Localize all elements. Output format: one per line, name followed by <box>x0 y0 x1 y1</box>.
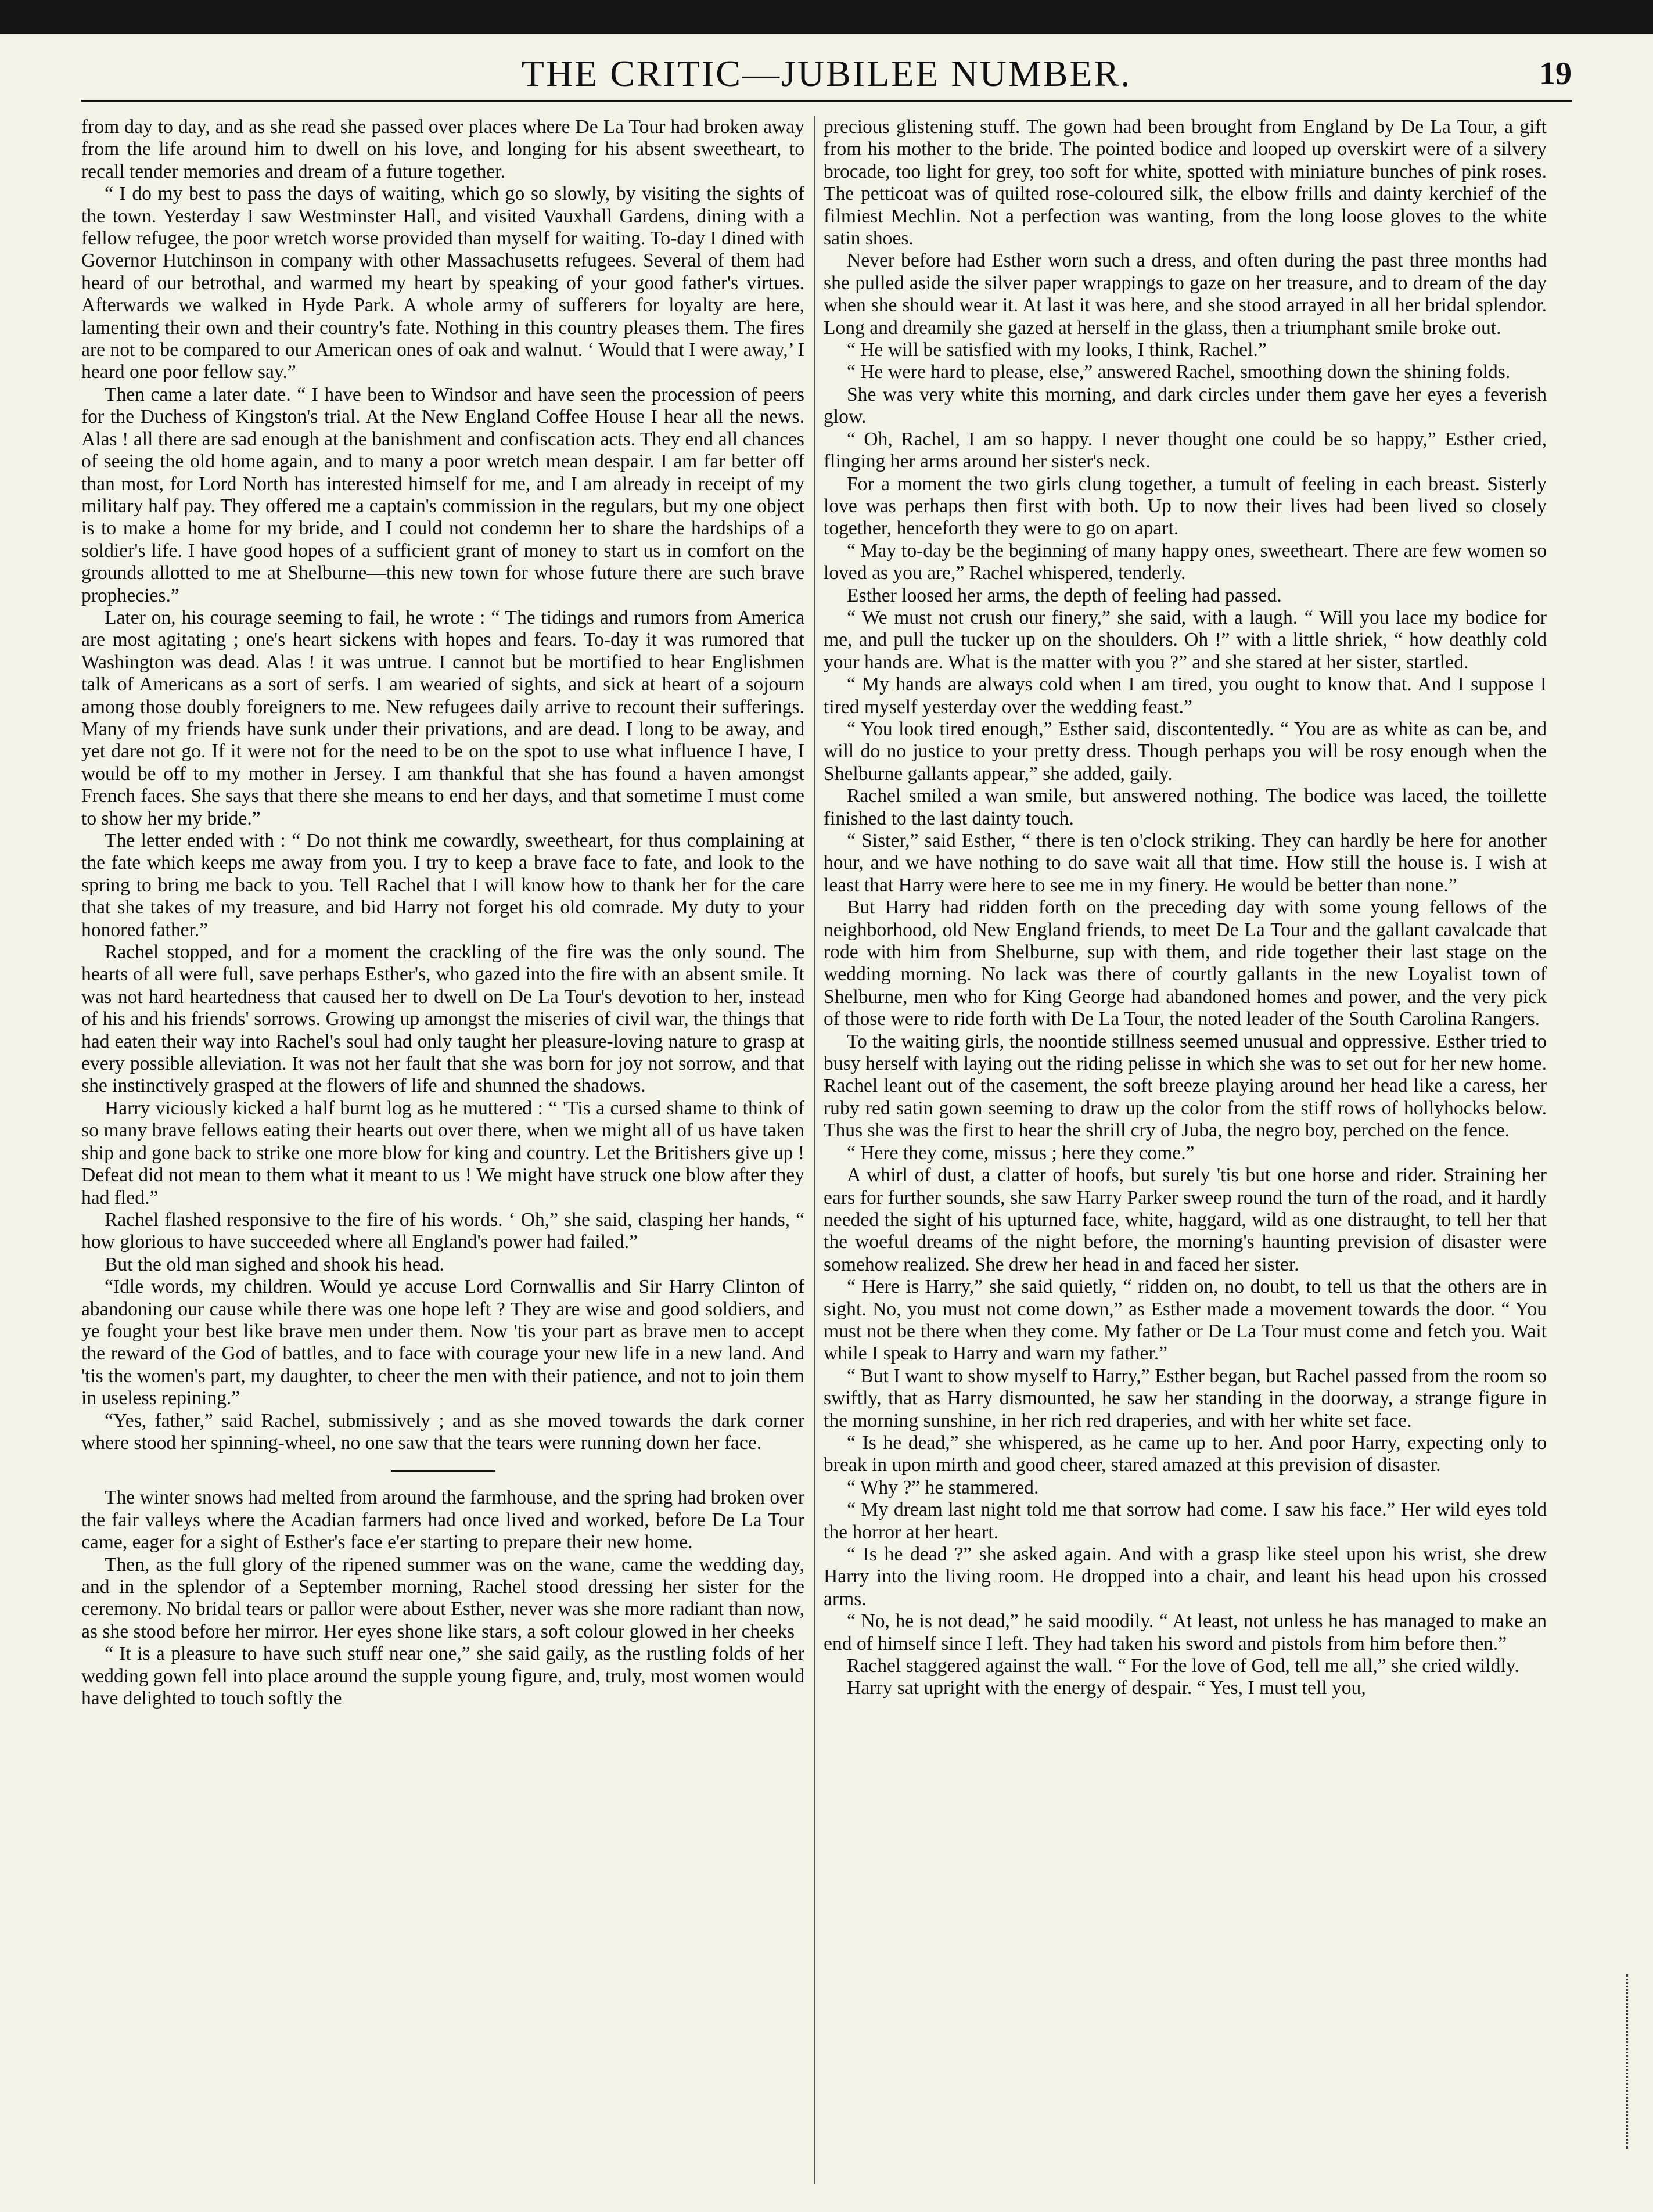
running-title: THE CRITIC—JUBILEE NUMBER. <box>521 53 1132 94</box>
paragraph: But Harry had ridden forth on the preceding day with some young fellows of the neighborhood, old New England friends, to meet De La Tour and the gallant cavalcade that rode with him from Shelburne, sup with them, and ride together their last stage on the wedding morning. No lack was there of courtly gallants in the new Loyalist town of Shelburne, men who for King George had abandoned homes and power, and the very pick of those were to ride forth with De La Tour, the noted leader of the South Carolina Rangers. <box>824 897 1547 1030</box>
right-column <box>824 116 1547 2184</box>
paragraph: “ Here they come, missus ; here they come.” <box>847 1142 1195 1164</box>
paragraph: “ May to-day be the beginning of many happy ones, sweetheart. There are few women so loved as you are,” Rachel whispered, tenderly. <box>824 539 1547 584</box>
paragraph: Esther loosed her arms, the depth of feeling had passed. <box>847 584 1282 606</box>
paragraph: “ It is a pleasure to have such stuff near one,” she said gaily, as the rustling folds of her wedding gown fell into place around the supple young figure, and, truly, most women would have delighted to touch softly the <box>81 1643 804 1710</box>
paragraph: “ Is he dead ?” she asked again. And with a grasp like steel upon his wrist, she drew Harry into the living room. He dropped into a chair, and leant his head upon his crossed arms. <box>824 1544 1547 1610</box>
edge-print-marks <box>1626 1974 1645 2149</box>
left-column <box>81 116 804 2184</box>
paragraph: “Idle words, my children. Would ye accuse Lord Cornwallis and Sir Harry Clinton of abandoning our cause while there was one hope left ? They are wise and good soldiers, and ye fought your best like brave men under them. Now 'tis your part as brave men to accept the reward of the God of battles, and to face with courage your new life in a new land. And 'tis the women's part, my daughter, to cheer the men with their patience, and not to join them in useless repining.” <box>81 1276 804 1409</box>
paragraph: “ My dream last night told me that sorrow had come. I saw his face.” Her wild eyes told the horror at her heart. <box>824 1499 1547 1543</box>
paragraph: “ No, he is not dead,” he said moodily. “ At least, not unless he has managed to make an end of himself since I left. They had taken his sword and pistols from him before then.” <box>824 1610 1547 1654</box>
paragraph: “ My hands are always cold when I am tired, you ought to know that. And I suppose I tired myself yesterday over the wedding feast.” <box>824 674 1547 718</box>
paragraph: “ We must not crush our finery,” she said, with a laugh. “ Will you lace my bodice for me, and pull the tucker up on the shoulders. Oh !” with a little shriek, “ how deathly cold your hands are. What is the matter with you ?” and she stared at her sister, startled. <box>824 606 1547 673</box>
paragraph: “ Why ?” he stammered. <box>847 1476 1039 1498</box>
paragraph: Then came a later date. “ I have been to Windsor and have seen the procession of peers for the Duchess of Kingston's trial. At the New England Coffee House I hear all the news. Alas ! all there are sad enough at the banishment and confiscation acts. They end all chances of seeing the old home again, and to many a poor wretch mean despair. I am far better off than most, for Lord North has interested himself for me, and I am already in receipt of my military half pay. They offered me a captain's commission in the regulars, but my one object is to make a home for my bride, and I could not condemn her to share the hardships of a soldier's life. I have good hopes of a sufficient grant of money to start us in comfort on the grounds allotted to me at Shelburne—this new town for whose future there are such brave prophecies.” <box>81 383 804 606</box>
paragraph: Harry viciously kicked a half burnt log as he muttered : “ 'Tis a cursed shame to think of so many brave fellows eating their hearts out over there, when we might all of us have taken ship and gone back to strike one more blow for king and country. Let the Britishers give up ! Defeat did not mean to them what it meant to us ! We might have struck one blow after they had fled.” <box>81 1097 804 1208</box>
paragraph: She was very white this morning, and dark circles under them gave her eyes a feverish glow. <box>824 383 1547 428</box>
paragraph: “ I do my best to pass the days of waiting, which go so slowly, by visiting the sights of the town. Yesterday I saw Westminster Hall, and visited Vauxhall Gardens, dining with a fellow refugee, the poor wretch worse provided than myself for waiting. To-day I dined with Governor Hutchinson in company with other Massachusetts refugees. Several of them had heard of our betrothal, and warmed my heart by speaking of your good father's virtues. Afterwards we walked in Hyde Park. A whole army of sufferers for loyalty are here, lamenting their own and their country's fate. Nothing in this country pleases them. The fires are not to be compared to our American ones of oak and walnut. ‘ Would that I were away,’ I heard one poor fellow say.” <box>81 183 804 383</box>
paragraph: “ Sister,” said Esther, “ there is ten o'clock striking. They can hardly be here for another hour, and we have nothing to do save wait all that time. How still the house is. I wish at least that Harry were here to see me in my finery. He would be better than none.” <box>824 830 1547 896</box>
paragraph: Rachel flashed responsive to the fire of his words. ‘ Oh,” she said, clasping her hands, “ how glorious to have succeeded where all England's power had failed.” <box>81 1208 804 1253</box>
paragraph: But the old man sighed and shook his head. <box>105 1253 444 1275</box>
paragraph: “ He will be satisfied with my looks, I think, Rachel.” <box>847 339 1267 361</box>
paragraph: Harry sat upright with the energy of despair. “ Yes, I must tell you, <box>847 1677 1366 1699</box>
paragraph: The letter ended with : “ Do not think me cowardly, sweetheart, for thus complaining at the fate which keeps me away from you. I try to keep a brave face to fate, and look to the spring to bring me back to you. Tell Rachel that I will know how to thank her for the care that she takes of my treasure, and bid Harry not forget his old comrade. My duty to your honored father.” <box>81 830 804 941</box>
section-break-rule <box>391 1470 495 1472</box>
paragraph: A whirl of dust, a clatter of hoofs, but surely 'tis but one horse and rider. Straining her ears for further sounds, she saw Harry Parker sweep round the turn of the road, and it hardly needed the sight of his upturned face, white, haggard, wild as one distraught, to tell her that the woeful dreams of the night before, the morning's haunting prevision of disaster were somehow realized. She drew her head in and faced her sister. <box>824 1164 1547 1275</box>
top-ink-band <box>0 0 1653 34</box>
column-divider <box>814 116 815 2184</box>
paragraph: “Yes, father,” said Rachel, submissively ; and as she moved towards the dark corner where stood her spinning-wheel, no one saw that the tears were running down her face. <box>81 1409 804 1454</box>
paragraph: Rachel staggered against the wall. “ For the love of God, tell me all,” she cried wildly. <box>847 1655 1519 1677</box>
paragraph: “ Oh, Rachel, I am so happy. I never thought one could be so happy,” Esther cried, flinging her arms around her sister's neck. <box>824 428 1547 473</box>
page-number: 19 <box>1539 56 1572 92</box>
running-header <box>81 48 1572 102</box>
paragraph: Then, as the full glory of the ripened summer was on the wane, came the wedding day, and in the splendor of a September morning, Rachel stood dressing her sister for the ceremony. No bridal tears or pallor were about Esther, never was she more radiant than now, as she stood before her mirror. Her eyes shone like stars, a soft colour glowed in her cheeks <box>81 1553 804 1642</box>
paragraph: Rachel stopped, and for a moment the crackling of the fire was the only sound. The hearts of all were full, save perhaps Esther's, who gazed into the fire with an absent smile. It was not hard heartedness that caused her to dwell on De La Tour's devotion to her, instead of his and his friends' sorrows. Growing up amongst the miseries of civil war, the things that had eaten their way into Rachel's soul had only taught her pleasure-loving nature to grasp at every possible alleviation. It was not her fault that she was born for joy not sorrow, and that she instinctively grasped at the flowers of life and shunned the shadows. <box>81 941 804 1097</box>
paragraph: To the waiting girls, the noontide stillness seemed unusual and oppressive. Esther tried to busy herself with laying out the riding pelisse in which she was to set out for her new home. Rachel leant out of the casement, the soft breeze playing around her head like a caress, her ruby red satin gown seeming to draw up the color from the stiff rows of hollyhocks below. Thus she was the first to hear the shrill cry of Juba, the negro boy, perched on the fence. <box>824 1030 1547 1142</box>
paragraph: Rachel smiled a wan smile, but answered nothing. The bodice was laced, the toillette finished to the last dainty touch. <box>824 785 1547 829</box>
paragraph: “ Here is Harry,” she said quietly, “ ridden on, no doubt, to tell us that the others are in sight. No, you must not come down,” as Esther made a movement towards the door. “ You must not be there when they come. My father or De La Tour must come and fetch you. Wait while I speak to Harry and warn my father.” <box>824 1276 1547 1365</box>
paragraph: “ He were hard to please, else,” answered Rachel, smoothing down the shining folds. <box>847 361 1511 383</box>
paragraph: For a moment the two girls clung together, a tumult of feeling in each breast. Sisterly love was perhaps then first with both. Up to now their lives had been lived so closely together, henceforth they were to go on apart. <box>824 473 1547 539</box>
paragraph: from day to day, and as she read she passed over places where De La Tour had broken away from the life around him to dwell on his love, and longing for his absent sweetheart, to recall tender memories and dream of a future together. <box>81 116 804 182</box>
paragraph: Later on, his courage seeming to fail, he wrote : “ The tidings and rumors from America are most agitating ; one's heart sickens with hopes and fears. To-day it was rumored that Washington was dead. Alas ! it was untrue. I cannot but be mortified to hear Englishmen talk of Americans as a sort of serfs. I am wearied of sights, and sick at heart of a sojourn among those doubly foreigners to me. New refugees daily arrive to recount their sufferings. Many of my friends have sunk under their privations, and are dead. I long to be away, and yet dare not go. If it were not for the need to be on the spot to use what influence I have, I would be off to my mother in Jersey. I am thankful that she has found a haven amongst French faces. She says that there she means to end her days, and that sometime I must come to show her my bride.” <box>81 606 804 829</box>
paragraph: Never before had Esther worn such a dress, and often during the past three months had she pulled aside the silver paper wrappings to gaze on her treasure, and to dream of the day when she should wear it. At last it was here, and she stood arrayed in all her bridal splendor. Long and dreamily she gazed at herself in the glass, then a triumphant smile broke out. <box>824 250 1547 339</box>
paragraph: “ Is he dead,” she whispered, as he came up to her. And poor Harry, expecting only to break in upon mirth and good cheer, stared amazed at this prevision of disaster. <box>824 1431 1547 1476</box>
paragraph: precious glistening stuff. The gown had been brought from England by De La Tour, a gift from his mother to the bride. The pointed bodice and looped up overskirt were of a silvery brocade, too light for grey, too soft for white, spotted with miniature bunches of pink roses. The petticoat was of quilted rose-coloured silk, the elbow frills and dainty kerchief of the filmiest Mechlin. Not a perfection was wanting, from the long loose gloves to the white satin shoes. <box>824 116 1547 250</box>
paragraph: The winter snows had melted from around the farmhouse, and the spring had broken over the fair valleys where the Acadian farmers had once lived and worked, before De La Tour came, eager for a sight of Esther's face e'er starting to prepare their new home. <box>81 1487 804 1553</box>
paragraph: “ You look tired enough,” Esther said, discontentedly. “ You are as white as can be, and will do no justice to your pretty dress. Though perhaps you will be rosy enough when the Shelburne gallants appear,” she added, gaily. <box>824 718 1547 785</box>
paragraph: “ But I want to show myself to Harry,” Esther began, but Rachel passed from the room so swiftly, that as Harry dismounted, he saw her standing in the doorway, a strange figure in the morning sunshine, in her rich red draperies, and with her white set face. <box>824 1365 1547 1431</box>
